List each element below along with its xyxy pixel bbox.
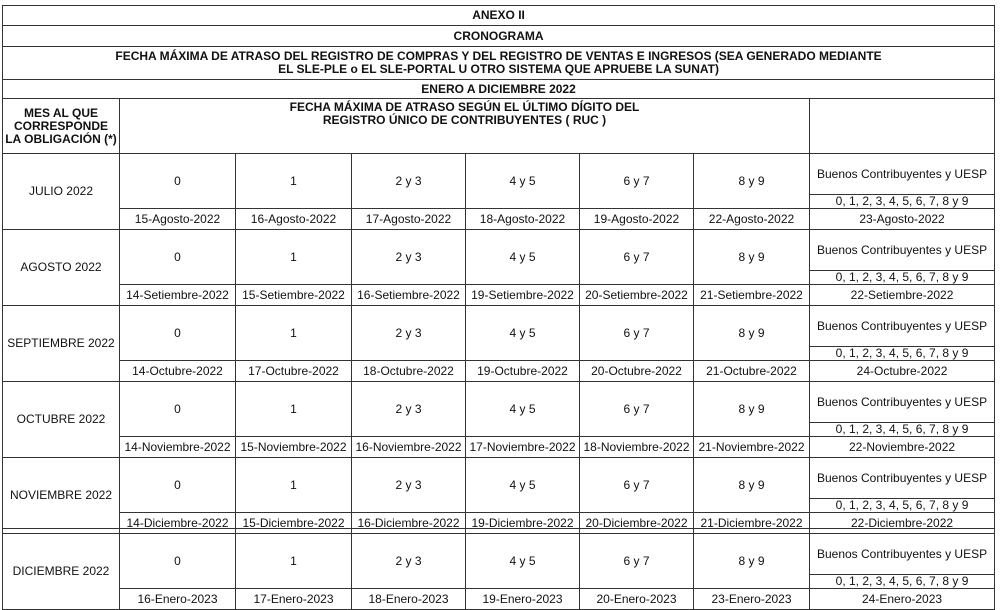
special-deadline-date-cell: 22-Noviembre-2022 xyxy=(810,437,995,458)
digit-group-cell: 0 xyxy=(120,230,236,285)
deadline-date-cell: 18-Noviembre-2022 xyxy=(580,437,694,458)
special-group-digits: 0, 1, 2, 3, 4, 5, 6, 7, 8 y 9 xyxy=(810,499,995,513)
digit-group-cell: 8 y 9 xyxy=(694,534,810,589)
digit-group-cell: 6 y 7 xyxy=(580,534,694,589)
digit-group-cell: 8 y 9 xyxy=(694,382,810,437)
table-row xyxy=(3,209,995,230)
deadline-date-cell: 15-Setiembre-2022 xyxy=(236,285,352,306)
deadline-date-cell: 18-Octubre-2022 xyxy=(352,361,466,382)
deadline-date-cell: 23-Enero-2023 xyxy=(694,589,810,610)
month-header-line-3: LA OBLIGACIÓN (*) xyxy=(5,131,117,146)
deadline-date-cell: 17-Enero-2023 xyxy=(236,589,352,610)
table-row xyxy=(3,534,995,575)
deadline-date-cell: 14-Diciembre-2022 xyxy=(120,513,236,534)
digit-group-cell: 6 y 7 xyxy=(580,458,694,513)
digit-group-cell: 2 y 3 xyxy=(352,154,466,209)
digit-group-cell: 4 y 5 xyxy=(466,306,580,361)
digit-group-cell: 0 xyxy=(120,306,236,361)
deadline-date-cell: 19-Octubre-2022 xyxy=(466,361,580,382)
table-row xyxy=(3,230,995,271)
deadline-date-cell: 17-Octubre-2022 xyxy=(236,361,352,382)
digit-group-cell: 1 xyxy=(236,306,352,361)
deadline-date-cell: 19-Agosto-2022 xyxy=(580,209,694,230)
table-row xyxy=(3,513,995,534)
special-group-digits: 0, 1, 2, 3, 4, 5, 6, 7, 8 y 9 xyxy=(810,271,995,285)
digit-group-cell: 1 xyxy=(236,154,352,209)
deadline-date-cell: 16-Diciembre-2022 xyxy=(352,513,466,534)
deadline-date-cell: 15-Noviembre-2022 xyxy=(236,437,352,458)
deadline-date-cell: 16-Setiembre-2022 xyxy=(352,285,466,306)
deadline-date-cell: 20-Enero-2023 xyxy=(580,589,694,610)
special-group-digits: 0, 1, 2, 3, 4, 5, 6, 7, 8 y 9 xyxy=(810,575,995,589)
deadline-date-cell: 19-Enero-2023 xyxy=(466,589,580,610)
deadline-date-cell: 18-Agosto-2022 xyxy=(466,209,580,230)
deadline-column-header xyxy=(120,99,810,154)
deadline-date-cell: 19-Diciembre-2022 xyxy=(466,513,580,534)
digit-group-cell: 6 y 7 xyxy=(580,230,694,285)
deadline-date-cell: 17-Agosto-2022 xyxy=(352,209,466,230)
digit-group-cell: 0 xyxy=(120,534,236,589)
digit-group-cell: 6 y 7 xyxy=(580,154,694,209)
deadline-date-cell: 20-Octubre-2022 xyxy=(580,361,694,382)
table-row xyxy=(3,154,995,195)
special-deadline-date-cell: 23-Agosto-2022 xyxy=(810,209,995,230)
special-deadline-date-cell: 24-Octubre-2022 xyxy=(810,361,995,382)
deadline-date-cell: 16-Agosto-2022 xyxy=(236,209,352,230)
special-group-label: Buenos Contribuyentes y UESP xyxy=(810,458,995,499)
month-cell: AGOSTO 2022 xyxy=(3,230,120,306)
bottom-rule xyxy=(2,528,994,529)
digit-group-cell: 1 xyxy=(236,458,352,513)
annex-label: ANEXO II xyxy=(3,6,995,26)
table-row xyxy=(3,458,995,499)
digit-group-cell: 0 xyxy=(120,382,236,437)
schedule-title: CRONOGRAMA xyxy=(3,26,995,47)
digit-group-cell: 2 y 3 xyxy=(352,382,466,437)
digit-group-cell: 0 xyxy=(120,458,236,513)
month-header-line-2: CORRESPONDE xyxy=(13,118,108,133)
deadline-date-cell: 19-Setiembre-2022 xyxy=(466,285,580,306)
deadline-date-cell: 14-Setiembre-2022 xyxy=(120,285,236,306)
table-row xyxy=(3,361,995,382)
digit-group-cell: 2 y 3 xyxy=(352,534,466,589)
deadline-date-cell: 14-Noviembre-2022 xyxy=(120,437,236,458)
deadline-date-cell: 21-Octubre-2022 xyxy=(694,361,810,382)
table-row xyxy=(3,382,995,423)
special-group-digits: 0, 1, 2, 3, 4, 5, 6, 7, 8 y 9 xyxy=(810,347,995,361)
deadline-date-cell: 15-Diciembre-2022 xyxy=(236,513,352,534)
digit-group-cell: 2 y 3 xyxy=(352,306,466,361)
table-row xyxy=(3,285,995,306)
month-cell: NOVIEMBRE 2022 xyxy=(3,458,120,534)
special-deadline-date-cell: 22-Setiembre-2022 xyxy=(810,285,995,306)
special-group-digits: 0, 1, 2, 3, 4, 5, 6, 7, 8 y 9 xyxy=(810,195,995,209)
special-group-digits: 0, 1, 2, 3, 4, 5, 6, 7, 8 y 9 xyxy=(810,423,995,437)
month-cell: SEPTIEMBRE 2022 xyxy=(3,306,120,382)
deadline-date-cell: 20-Diciembre-2022 xyxy=(580,513,694,534)
digit-group-cell: 4 y 5 xyxy=(466,154,580,209)
special-deadline-date-cell: 22-Diciembre-2022 xyxy=(810,513,995,534)
table-row xyxy=(3,306,995,347)
special-deadline-date-cell: 24-Enero-2023 xyxy=(810,589,995,610)
digit-group-cell: 4 y 5 xyxy=(466,230,580,285)
special-group-label: Buenos Contribuyentes y UESP xyxy=(810,306,995,347)
special-group-label: Buenos Contribuyentes y UESP xyxy=(810,534,995,575)
schedule-table xyxy=(2,5,995,610)
deadline-date-cell: 21-Noviembre-2022 xyxy=(694,437,810,458)
period-label: ENERO A DICIEMBRE 2022 xyxy=(3,80,995,99)
deadline-header-line-1: FECHA MÁXIMA DE ATRASO SEGÚN EL ÚLTIMO DÍGITO DEL xyxy=(289,100,640,114)
deadline-header-line-2: REGISTRO ÚNICO DE CONTRIBUYENTES ( RUC ) xyxy=(322,113,607,127)
digit-group-cell: 8 y 9 xyxy=(694,458,810,513)
special-group-label: Buenos Contribuyentes y UESP xyxy=(810,230,995,271)
digit-group-cell: 6 y 7 xyxy=(580,382,694,437)
digit-group-cell: 4 y 5 xyxy=(466,534,580,589)
month-cell: OCTUBRE 2022 xyxy=(3,382,120,458)
deadline-date-cell: 16-Enero-2023 xyxy=(120,589,236,610)
digit-group-cell: 8 y 9 xyxy=(694,154,810,209)
digit-group-cell: 8 y 9 xyxy=(694,306,810,361)
description-cell xyxy=(3,47,995,80)
digit-group-cell: 6 y 7 xyxy=(580,306,694,361)
special-group-label: Buenos Contribuyentes y UESP xyxy=(810,154,995,195)
deadline-date-cell: 21-Setiembre-2022 xyxy=(694,285,810,306)
deadline-date-cell: 21-Diciembre-2022 xyxy=(694,513,810,534)
digit-group-cell: 2 y 3 xyxy=(352,458,466,513)
digit-group-cell: 8 y 9 xyxy=(694,230,810,285)
special-group-label: Buenos Contribuyentes y UESP xyxy=(810,382,995,423)
deadline-date-cell: 20-Setiembre-2022 xyxy=(580,285,694,306)
month-cell: DICIEMBRE 2022 xyxy=(3,534,120,610)
table-row xyxy=(3,437,995,458)
month-cell: JULIO 2022 xyxy=(3,154,120,230)
deadline-date-cell: 17-Noviembre-2022 xyxy=(466,437,580,458)
digit-group-cell: 4 y 5 xyxy=(466,382,580,437)
deadline-date-cell: 16-Noviembre-2022 xyxy=(352,437,466,458)
special-column-header xyxy=(810,99,995,154)
digit-group-cell: 1 xyxy=(236,534,352,589)
deadline-date-cell: 14-Octubre-2022 xyxy=(120,361,236,382)
table-row xyxy=(3,589,995,610)
deadline-date-cell: 15-Agosto-2022 xyxy=(120,209,236,230)
digit-group-cell: 1 xyxy=(236,230,352,285)
schedule-document xyxy=(2,5,995,610)
digit-group-cell: 0 xyxy=(120,154,236,209)
digit-group-cell: 2 y 3 xyxy=(352,230,466,285)
digit-group-cell: 4 y 5 xyxy=(466,458,580,513)
deadline-date-cell: 22-Agosto-2022 xyxy=(694,209,810,230)
deadline-date-cell: 18-Enero-2023 xyxy=(352,589,466,610)
description-line-2: EL SLE-PLE o EL SLE-PORTAL U OTRO SISTEMA QUE APRUEBE LA SUNAT) xyxy=(278,62,719,76)
description-line-1: FECHA MÁXIMA DE ATRASO DEL REGISTRO DE COMPRAS Y DEL REGISTRO DE VENTAS E INGRESOS (SEA GENERADO MEDIANTE xyxy=(115,49,882,63)
month-header-line-1: MES AL QUE xyxy=(23,105,98,120)
month-column-header xyxy=(3,99,120,154)
digit-group-cell: 1 xyxy=(236,382,352,437)
